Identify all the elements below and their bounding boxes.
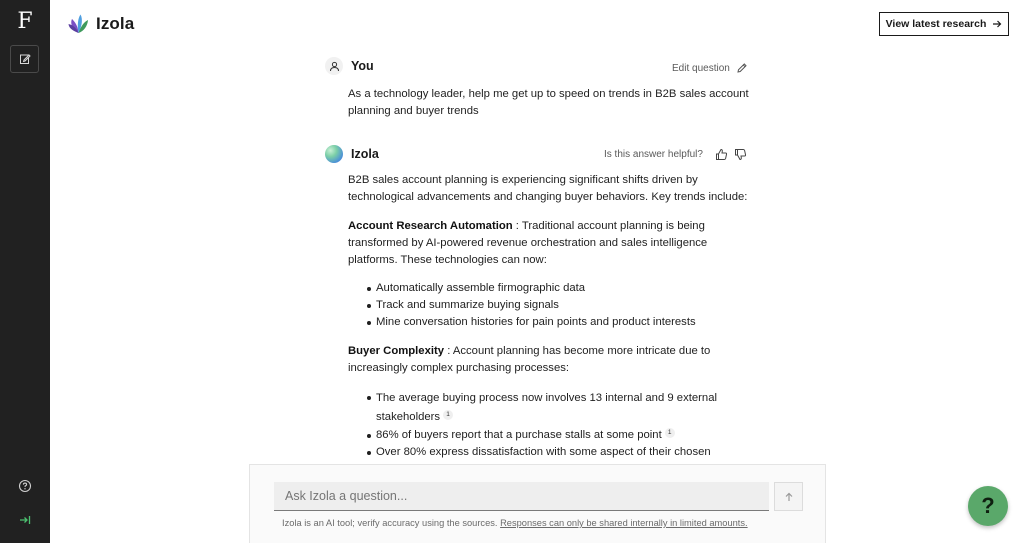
list-item: Mine conversation histories for pain points and product interests <box>376 314 756 331</box>
sharing-policy-link[interactable]: Responses can only be shared internally in limited amounts. <box>500 518 748 528</box>
ai-message-header <box>325 145 379 163</box>
expand-sidebar-icon[interactable] <box>18 513 32 527</box>
app-logo[interactable]: F <box>17 9 33 34</box>
sidebar <box>0 0 50 543</box>
izola-logo-icon <box>68 13 89 34</box>
pencil-icon <box>736 62 748 74</box>
arrow-up-icon <box>784 492 794 502</box>
view-latest-research-button[interactable] <box>879 12 1009 36</box>
new-chat-button[interactable] <box>10 45 39 73</box>
edit-question-button[interactable] <box>672 62 748 74</box>
user-avatar <box>325 57 343 75</box>
app-name: Izola <box>96 13 135 33</box>
research-button-label: View latest research <box>885 18 987 30</box>
composer <box>249 464 826 543</box>
section-title: Account Research Automation <box>348 220 513 232</box>
edit-icon <box>19 53 31 65</box>
disclaimer <box>282 518 748 528</box>
account-research-bullets <box>376 280 756 331</box>
user-author-name: You <box>351 59 374 73</box>
citation-badge[interactable]: 1 <box>443 410 453 420</box>
list-item-text: Over 80% express dissatisfaction with some aspect of their chosen <box>376 446 711 458</box>
ask-input[interactable] <box>274 482 769 511</box>
section-body: : Account planning has become more intricate due to increasingly complex purchasing processes: <box>348 345 711 374</box>
edit-question-label: Edit question <box>672 62 730 74</box>
user-icon <box>329 61 340 72</box>
section-body: : Traditional account planning is being transformed by AI-powered revenue orchestration and sales intelligence platforms. These technologies can now: <box>348 220 708 266</box>
list-item <box>376 427 756 444</box>
section-title: Buyer Complexity <box>348 345 445 357</box>
user-message-header <box>325 57 374 75</box>
arrow-right-icon <box>992 19 1002 29</box>
list-item-text: 86% of buyers report that a purchase stalls at some point <box>376 429 662 441</box>
ai-author-name: Izola <box>351 147 379 161</box>
izola-avatar <box>325 145 343 163</box>
ai-intro-text: B2B sales account planning is experiencing significant shifts driven by technological advancements and changing buyer behaviors. Key trends include: <box>348 174 748 203</box>
help-circle-icon[interactable] <box>18 479 32 493</box>
thumbs-up-icon[interactable] <box>715 148 728 161</box>
brand <box>68 13 134 34</box>
list-item-text: The average buying process now involves 13 internal and 9 external stakeholders <box>376 392 717 423</box>
list-item <box>376 444 756 461</box>
buyer-complexity-bullets <box>376 389 756 461</box>
feedback-label: Is this answer helpful? <box>604 149 703 160</box>
section-account-research <box>348 218 758 269</box>
thumbs-down-icon[interactable] <box>734 148 747 161</box>
list-item: Track and summarize buying signals <box>376 297 756 314</box>
citation-badge[interactable]: 1 <box>665 428 675 438</box>
help-fab-button[interactable]: ? <box>968 486 1008 526</box>
list-item: Automatically assemble firmographic data <box>376 280 756 297</box>
disclaimer-text: Izola is an AI tool; verify accuracy using the sources. <box>282 518 501 528</box>
list-item <box>376 389 726 427</box>
answer-feedback <box>604 148 747 161</box>
section-buyer-complexity <box>348 343 758 377</box>
user-message-text: As a technology leader, help me get up to speed on trends in B2B sales account planning and buyer trends <box>348 88 749 117</box>
send-button[interactable] <box>774 482 803 511</box>
